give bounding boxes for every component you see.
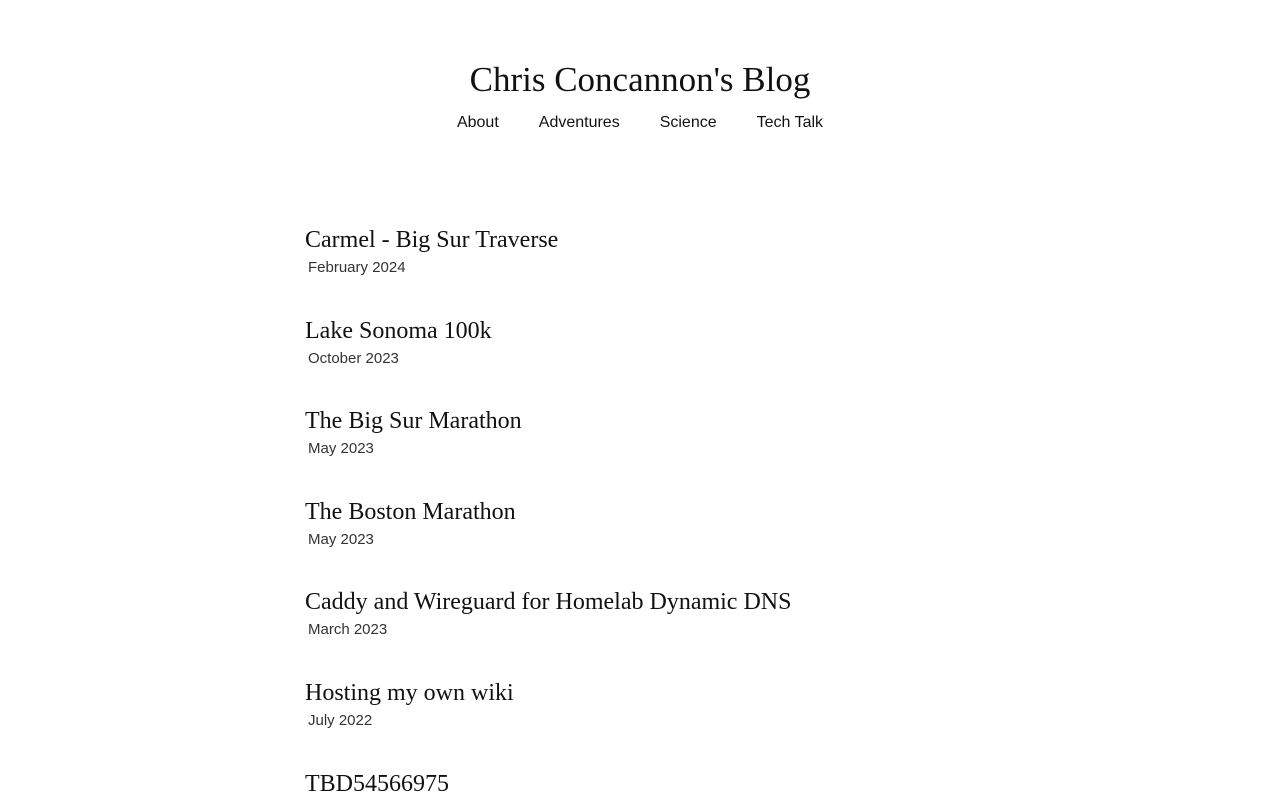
post-date: March 2023 (308, 621, 388, 639)
post-title-link[interactable]: TBD54566975 (305, 770, 449, 797)
post-title-link[interactable]: Caddy and Wireguard for Homelab Dynamic DNS (305, 589, 792, 616)
post-item (305, 224, 1005, 315)
site-header (0, 0, 1280, 150)
post-list (305, 224, 1005, 800)
main-nav (0, 113, 1280, 133)
post-title-link[interactable]: Carmel - Big Sur Traverse (305, 227, 559, 253)
post-date: May 2023 (308, 440, 374, 458)
post-title-link[interactable]: Lake Sonoma 100k (305, 317, 492, 344)
post-title-link[interactable]: The Big Sur Marathon (305, 408, 522, 435)
nav-link-science[interactable]: Science (659, 114, 717, 131)
site-title[interactable]: Chris Concannon's Blog (469, 60, 811, 99)
nav-link-tech-talk[interactable]: Tech Talk (756, 114, 824, 131)
post-date: May 2023 (308, 530, 374, 548)
post-item (305, 768, 1005, 800)
post-item (305, 315, 1005, 406)
post-date: February 2024 (308, 259, 406, 276)
post-date: October 2023 (308, 349, 399, 367)
nav-link-adventures[interactable]: Adventures (538, 114, 620, 131)
post-title-link[interactable]: The Boston Marathon (305, 498, 516, 525)
post-item (305, 586, 1005, 677)
post-item (305, 405, 1005, 496)
post-title-link[interactable]: Hosting my own wiki (305, 679, 514, 706)
post-date: July 2022 (308, 711, 373, 729)
post-item (305, 496, 1005, 587)
nav-link-about[interactable]: About (456, 114, 499, 131)
post-item (305, 677, 1005, 768)
